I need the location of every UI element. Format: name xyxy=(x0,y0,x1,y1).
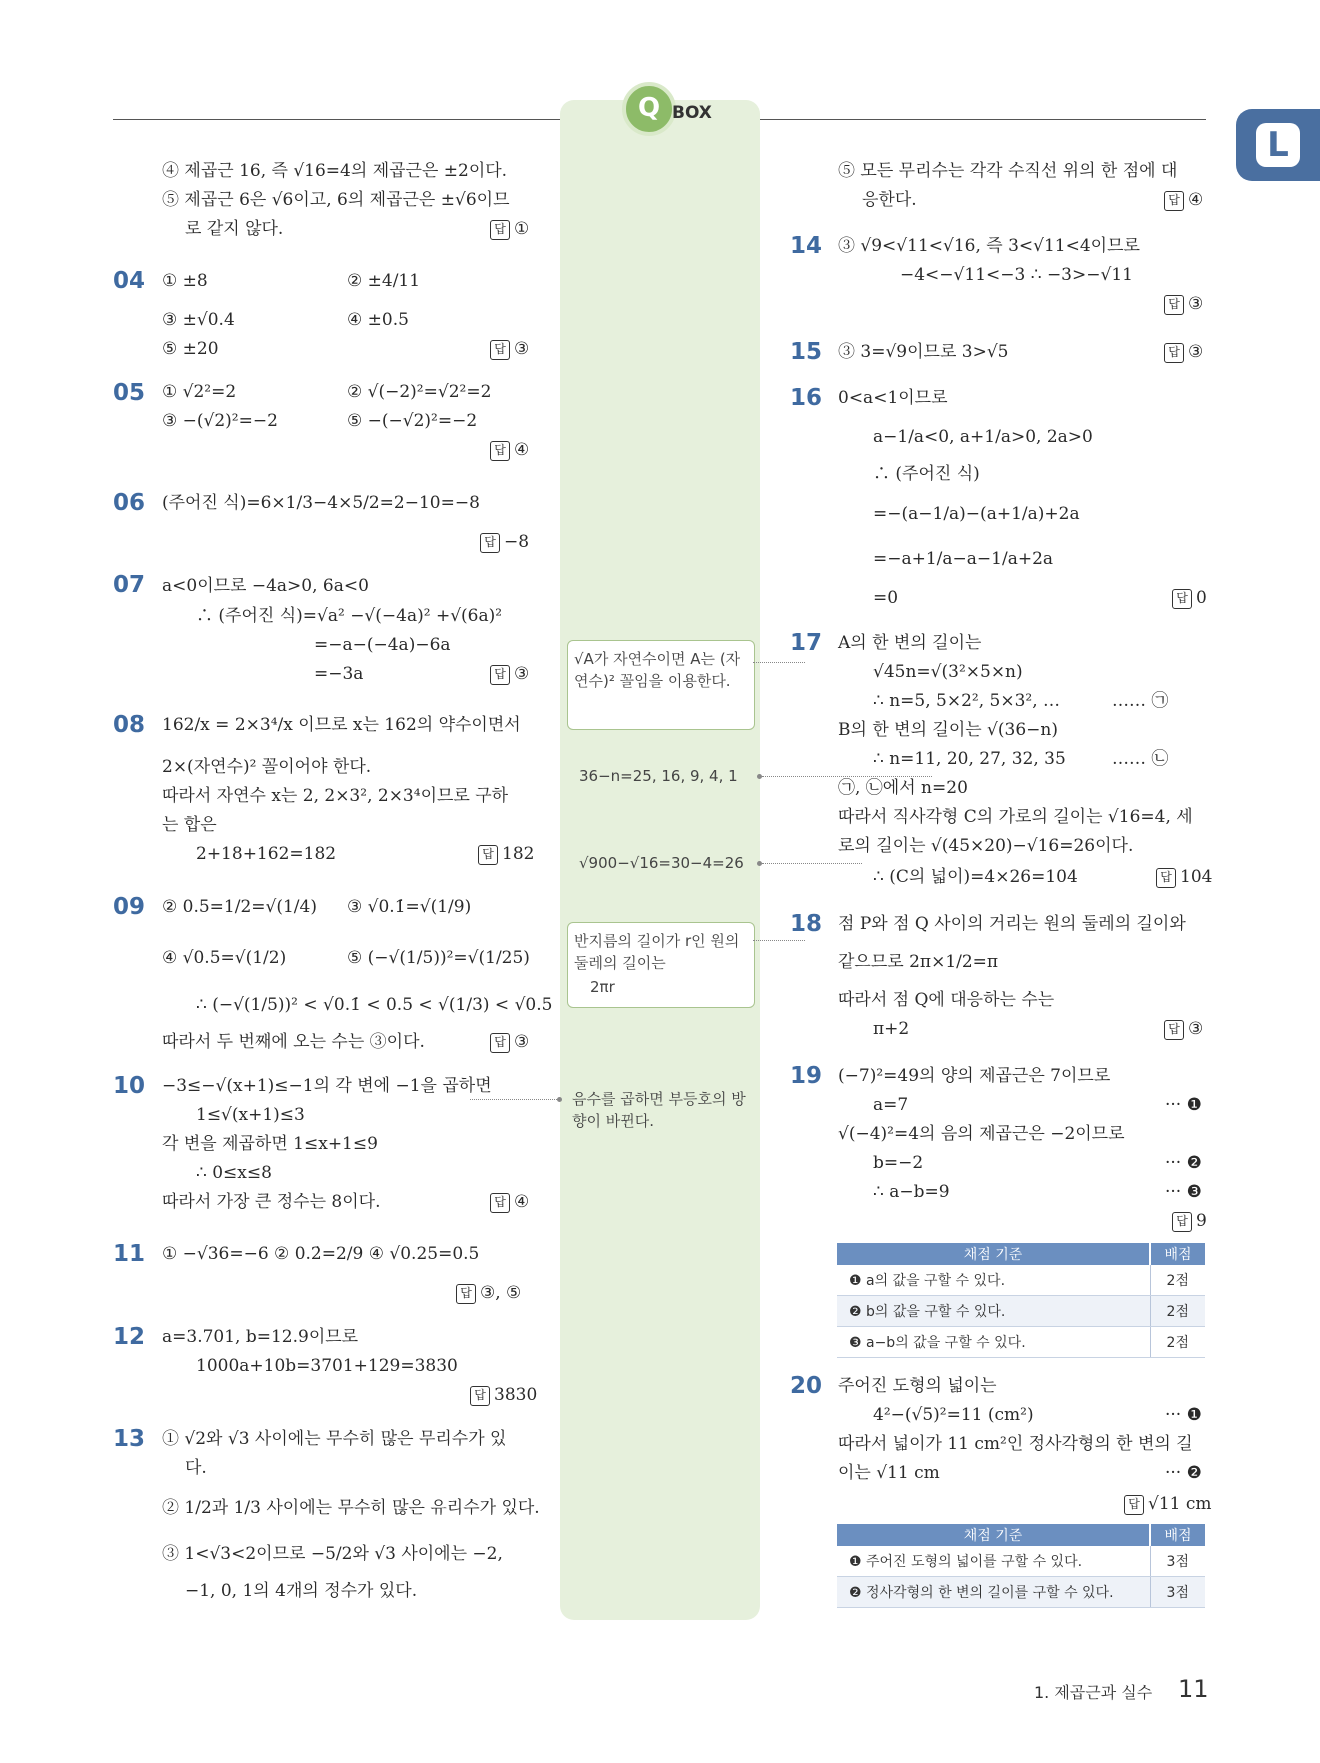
p09-line: 따라서 두 번째에 오는 수는 ③이다. xyxy=(162,1032,425,1052)
leader-line xyxy=(470,1099,557,1100)
p17-line: ∴ n=11, 20, 27, 32, 35 xyxy=(873,749,1066,769)
problem-number: 07 xyxy=(113,572,146,598)
p15-line: ③ 3=√9이므로 3>√5 xyxy=(838,342,1009,362)
criteria-cell: ❷ 정사각형의 한 변의 길이를 구할 수 있다. xyxy=(837,1577,1150,1608)
criteria-cell: ❶ 주어진 도형의 넓이를 구할 수 있다. xyxy=(837,1546,1150,1577)
p17-line: A의 한 변의 길이는 xyxy=(838,633,982,653)
p17-line: B의 한 변의 길이는 √(36−n) xyxy=(838,720,1058,740)
answer-12: 답 3830 xyxy=(470,1384,537,1406)
page-number: 11 xyxy=(1178,1675,1209,1703)
p19-line: √(−4)²=4의 음의 제곱근은 −2이므로 xyxy=(838,1124,1125,1144)
criteria-cell: ❷ b의 값을 구할 수 있다. xyxy=(837,1296,1150,1327)
top-rule-right xyxy=(760,119,1206,120)
p07-line: =−a−(−4a)−6a xyxy=(314,635,451,655)
answer-15: 답 ③ xyxy=(1164,341,1203,363)
points-header: 배점 xyxy=(1150,1524,1205,1546)
p16-line: =−a+1/a−a−1/a+2a xyxy=(873,549,1054,569)
p07-line: a<0이므로 −4a>0, 6a<0 xyxy=(162,576,369,596)
p03-line: ⑤ 제곱근 6은 √6이고, 6의 제곱근은 ±√6이므 xyxy=(162,190,510,210)
answer-04: 답 ③ xyxy=(490,338,529,360)
p12-line: a=3.701, b=12.9이므로 xyxy=(162,1327,359,1347)
p17-line: √45n=√(3²×5×n) xyxy=(873,662,1023,682)
p04-item: ⑤ ±20 xyxy=(162,339,219,359)
points-header: 배점 xyxy=(1150,1243,1205,1265)
p17-line: ∴ n=5, 5×2², 5×3², … xyxy=(873,691,1061,711)
leader-dot xyxy=(557,1097,562,1102)
p19-step: ··· ❷ xyxy=(1165,1153,1202,1173)
note-text: 반지름의 길이가 r인 원의 둘레의 길이는 xyxy=(574,932,740,972)
p10-line: ∴ 0≤x≤8 xyxy=(196,1163,272,1183)
p17-line: 로의 길이는 √(45×20)−√16=26이다. xyxy=(838,836,1134,856)
p09-line: ③ √0.1̇=√(1/9) xyxy=(347,897,472,917)
answer-18: 답 ③ xyxy=(1164,1018,1203,1040)
p17-mark: …… ㉡ xyxy=(1112,749,1169,769)
answer-08: 답 182 xyxy=(478,843,534,865)
criteria-header: 채점 기준 xyxy=(837,1524,1150,1546)
p08-line: 2+18+162=182 xyxy=(196,844,337,864)
note-text: 2πr xyxy=(590,978,615,996)
answer-14: 답 ③ xyxy=(1164,293,1203,315)
p03-line: ④ 제곱근 16, 즉 √16=4의 제곱근은 ±2이다. xyxy=(162,161,508,181)
criteria-header: 채점 기준 xyxy=(837,1243,1150,1265)
p04-item: ① ±8 xyxy=(162,271,208,291)
answer-05: 답 ④ xyxy=(490,439,529,461)
p18-line: 같으므로 2π×1/2=π xyxy=(838,952,999,972)
points-cell: 3점 xyxy=(1150,1577,1205,1608)
p07-line: =−3a xyxy=(314,664,364,684)
p13-line: ③ 1<√3<2이므로 −5/2와 √3 사이에는 −2, xyxy=(162,1544,503,1564)
tab-letter: L xyxy=(1256,123,1300,167)
answer-06: 답 −8 xyxy=(480,531,529,553)
p16-line: =−(a−1/a)−(a+1/a)+2a xyxy=(873,504,1080,524)
p17-mark: …… ㉠ xyxy=(1112,691,1169,711)
problem-number: 20 xyxy=(790,1373,823,1399)
answer-17: 답 104 xyxy=(1156,866,1212,888)
leader-line xyxy=(753,940,805,941)
p10-line: −3≤−√(x+1)≤−1의 각 변에 −1을 곱하면 xyxy=(162,1076,492,1096)
q-badge: Q xyxy=(622,82,676,136)
p14-line: −4<−√11<−3 ∴ −3>−√11 xyxy=(900,265,1133,285)
p09-line: ② 0.5=1/2=√(1/4) xyxy=(162,897,317,917)
p16-line: ∴ (주어진 식) xyxy=(873,464,980,484)
p18-line: 점 P와 점 Q 사이의 거리는 원의 둘레의 길이와 xyxy=(838,914,1186,934)
p14-line: ③ √9<√11<√16, 즉 3<√11<4이므로 xyxy=(838,236,1140,256)
problem-number: 10 xyxy=(113,1073,146,1099)
answer-20: 답 √11 cm xyxy=(1124,1493,1212,1515)
p20-line: 따라서 넓이가 11 cm²인 정사각형의 한 변의 길 xyxy=(838,1434,1193,1454)
problem-number: 05 xyxy=(113,380,146,406)
criteria-cell: ❶ a의 값을 구할 수 있다. xyxy=(837,1265,1150,1296)
p19-step: ··· ❶ xyxy=(1165,1095,1202,1115)
answer-09: 답 ③ xyxy=(490,1031,529,1053)
p13-line: ② 1/2과 1/3 사이에는 무수히 많은 유리수가 있다. xyxy=(162,1498,540,1518)
p04-item: ④ ±0.5 xyxy=(347,310,409,330)
problem-number: 19 xyxy=(790,1063,823,1089)
problem-number: 13 xyxy=(113,1426,146,1452)
note-text: 36−n=25, 16, 9, 4, 1 xyxy=(579,767,738,785)
problem-number: 17 xyxy=(790,630,823,656)
p19-line: a=7 xyxy=(873,1095,909,1115)
p19-line: (−7)²=49의 양의 제곱근은 7이므로 xyxy=(838,1066,1111,1086)
p16-line: a−1/a<0, a+1/a>0, 2a>0 xyxy=(873,427,1093,447)
problem-number: 14 xyxy=(790,233,823,259)
p13-line: ⑤ 모든 무리수는 각각 수직선 위의 한 점에 대 xyxy=(838,161,1178,181)
p08-line: 따라서 자연수 x는 2, 2×3², 2×3⁴이므로 구하 xyxy=(162,786,509,806)
note-text: √900−√16=30−4=26 xyxy=(579,854,744,872)
p20-line: 이는 √11 cm xyxy=(838,1463,940,1483)
p08-line: 162/x = 2×3⁴/x 이므로 x는 162의 약수이면서 xyxy=(162,715,521,735)
problem-number: 12 xyxy=(113,1324,146,1350)
points-cell: 2점 xyxy=(1150,1265,1205,1296)
p16-line: 0<a<1이므로 xyxy=(838,388,948,408)
chapter-footer: 1. 제곱근과 실수 xyxy=(1034,1683,1153,1702)
p20-line: 4²−(√5)²=11 (cm²) xyxy=(873,1405,1034,1425)
p04-item: ③ ±√0.4 xyxy=(162,310,235,330)
p18-line: 따라서 점 Q에 대응하는 수는 xyxy=(838,990,1055,1010)
p11-line: ① −√36=−6 ② 0.2̇=2/9 ④ √0.25=0.5 xyxy=(162,1244,480,1264)
p09-line: ∴ (−√(1/5))² < √0.1̇ < 0.5 < √(1/3) < √0.5 xyxy=(196,995,553,1015)
problem-number: 15 xyxy=(790,339,823,365)
p19-line: b=−2 xyxy=(873,1153,924,1173)
p05-item: ① √2²=2 xyxy=(162,382,237,402)
problem-number: 11 xyxy=(113,1241,146,1267)
note-text: 음수를 곱하면 부등호의 방향이 바뀐다. xyxy=(572,1090,746,1130)
p06-line: (주어진 식)=6×1/3−4×5/2=2−10=−8 xyxy=(162,493,480,513)
p04-item: ② ±4/11 xyxy=(347,271,421,291)
problem-number: 18 xyxy=(790,911,823,937)
answer-13: 답 ④ xyxy=(1164,189,1203,211)
top-rule-left xyxy=(113,119,561,120)
answer-03: 답 ① xyxy=(490,218,529,240)
chapter-tab xyxy=(1236,109,1320,181)
p09-line: ⑤ (−√(1/5))²=√(1/25) xyxy=(347,948,530,968)
scoring-criteria-table xyxy=(837,1524,1205,1608)
p10-line: 각 변을 제곱하면 1≤x+1≤9 xyxy=(162,1134,378,1154)
p10-line: 따라서 가장 큰 정수는 8이다. xyxy=(162,1192,381,1212)
problem-number: 08 xyxy=(113,712,146,738)
p05-item: ⑤ −(−√2)²=−2 xyxy=(347,411,478,431)
p13-line: ① √2와 √3 사이에는 무수히 많은 무리수가 있 xyxy=(162,1429,507,1449)
answer-19: 답 9 xyxy=(1172,1210,1207,1232)
answer-16: 답 0 xyxy=(1172,587,1207,609)
p17-line: 따라서 직사각형 C의 가로의 길이는 √16=4, 세 xyxy=(838,807,1193,827)
p20-line: 주어진 도형의 넓이는 xyxy=(838,1376,997,1396)
points-cell: 2점 xyxy=(1150,1327,1205,1358)
note-text: √A가 자연수이면 A는 (자연수)² 꼴임을 이용한다. xyxy=(574,650,741,690)
p08-line: 는 합은 xyxy=(162,815,217,835)
p05-item: ② √(−2)²=√2²=2 xyxy=(347,382,492,402)
p13-line: 응한다. xyxy=(862,190,917,210)
p20-step: ··· ❷ xyxy=(1165,1463,1202,1483)
answer-11: 답 ③, ⑤ xyxy=(456,1282,521,1304)
criteria-cell: ❸ a−b의 값을 구할 수 있다. xyxy=(837,1327,1150,1358)
p10-line: 1≤√(x+1)≤3 xyxy=(196,1105,305,1125)
box-label: BOX xyxy=(672,103,712,123)
p20-step: ··· ❶ xyxy=(1165,1405,1202,1425)
p19-step: ··· ❸ xyxy=(1165,1182,1202,1202)
p19-line: ∴ a−b=9 xyxy=(873,1182,950,1202)
p17-line: ∴ (C의 넓이)=4×26=104 xyxy=(873,867,1078,887)
answer-07: 답 ③ xyxy=(490,663,529,685)
leader-line xyxy=(753,662,805,663)
p18-line: π+2 xyxy=(873,1019,910,1039)
answer-10: 답 ④ xyxy=(490,1191,529,1213)
p03-line: 로 같지 않다. xyxy=(185,219,284,239)
problem-number: 16 xyxy=(790,385,823,411)
problem-number: 04 xyxy=(113,268,146,294)
points-cell: 3점 xyxy=(1150,1546,1205,1577)
p13-line: −1, 0, 1의 4개의 정수가 있다. xyxy=(185,1581,418,1601)
p13-line: 다. xyxy=(185,1458,207,1478)
scoring-criteria-table xyxy=(837,1243,1205,1358)
p08-line: 2×(자연수)² 꼴이어야 한다. xyxy=(162,757,372,777)
p09-line: ④ √0.5=√(1/2) xyxy=(162,948,287,968)
problem-number: 09 xyxy=(113,894,146,920)
problem-number: 06 xyxy=(113,490,146,516)
points-cell: 2점 xyxy=(1150,1296,1205,1327)
p16-line: =0 xyxy=(873,588,899,608)
p07-line: ∴ (주어진 식)=√a² −√(−4a)² +√(6a)² xyxy=(196,606,503,626)
p05-item: ③ −(√2)²=−2 xyxy=(162,411,278,431)
p17-line: ㉠, ㉡에서 n=20 xyxy=(838,778,968,798)
leader-line xyxy=(762,863,862,864)
p12-line: 1000a+10b=3701+129=3830 xyxy=(196,1356,458,1376)
